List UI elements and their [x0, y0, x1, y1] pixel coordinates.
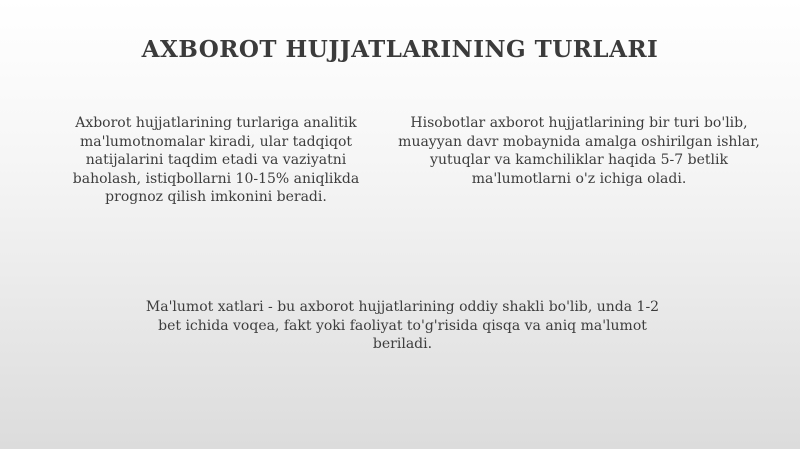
- paragraph-analytical-reports: Axborot hujjatlarining turlariga analitik ma'lumotnomalar kiradi, ular tadqiqot natijalarini taqdim etadi va vaziyatni baholash, istiqbollarni 10-15% aniqlikda prognoz qilish imkonini beradi.: [72, 115, 360, 205]
- paragraph-info-letters: Ma'lumot xatlari - bu axborot hujjatlarining oddiy shakli bo'lib, unda 1-2 bet ichida voqea, fakt yoki faoliyat to'g'risida qisqa va aniq ma'lumot beriladi.: [145, 299, 660, 352]
- slide-title: AXBOROT HUJJATLARINING TURLARI: [141, 36, 659, 63]
- paragraph-reports: Hisobotlar axborot hujjatlarining bir turi bo'lib, muayyan davr mobaynida amalga oshirilgan ishlar, yutuqlar va kamchiliklar haqida 5-7 betlik ma'lumotlarni o'z ichiga oladi.: [398, 115, 760, 187]
